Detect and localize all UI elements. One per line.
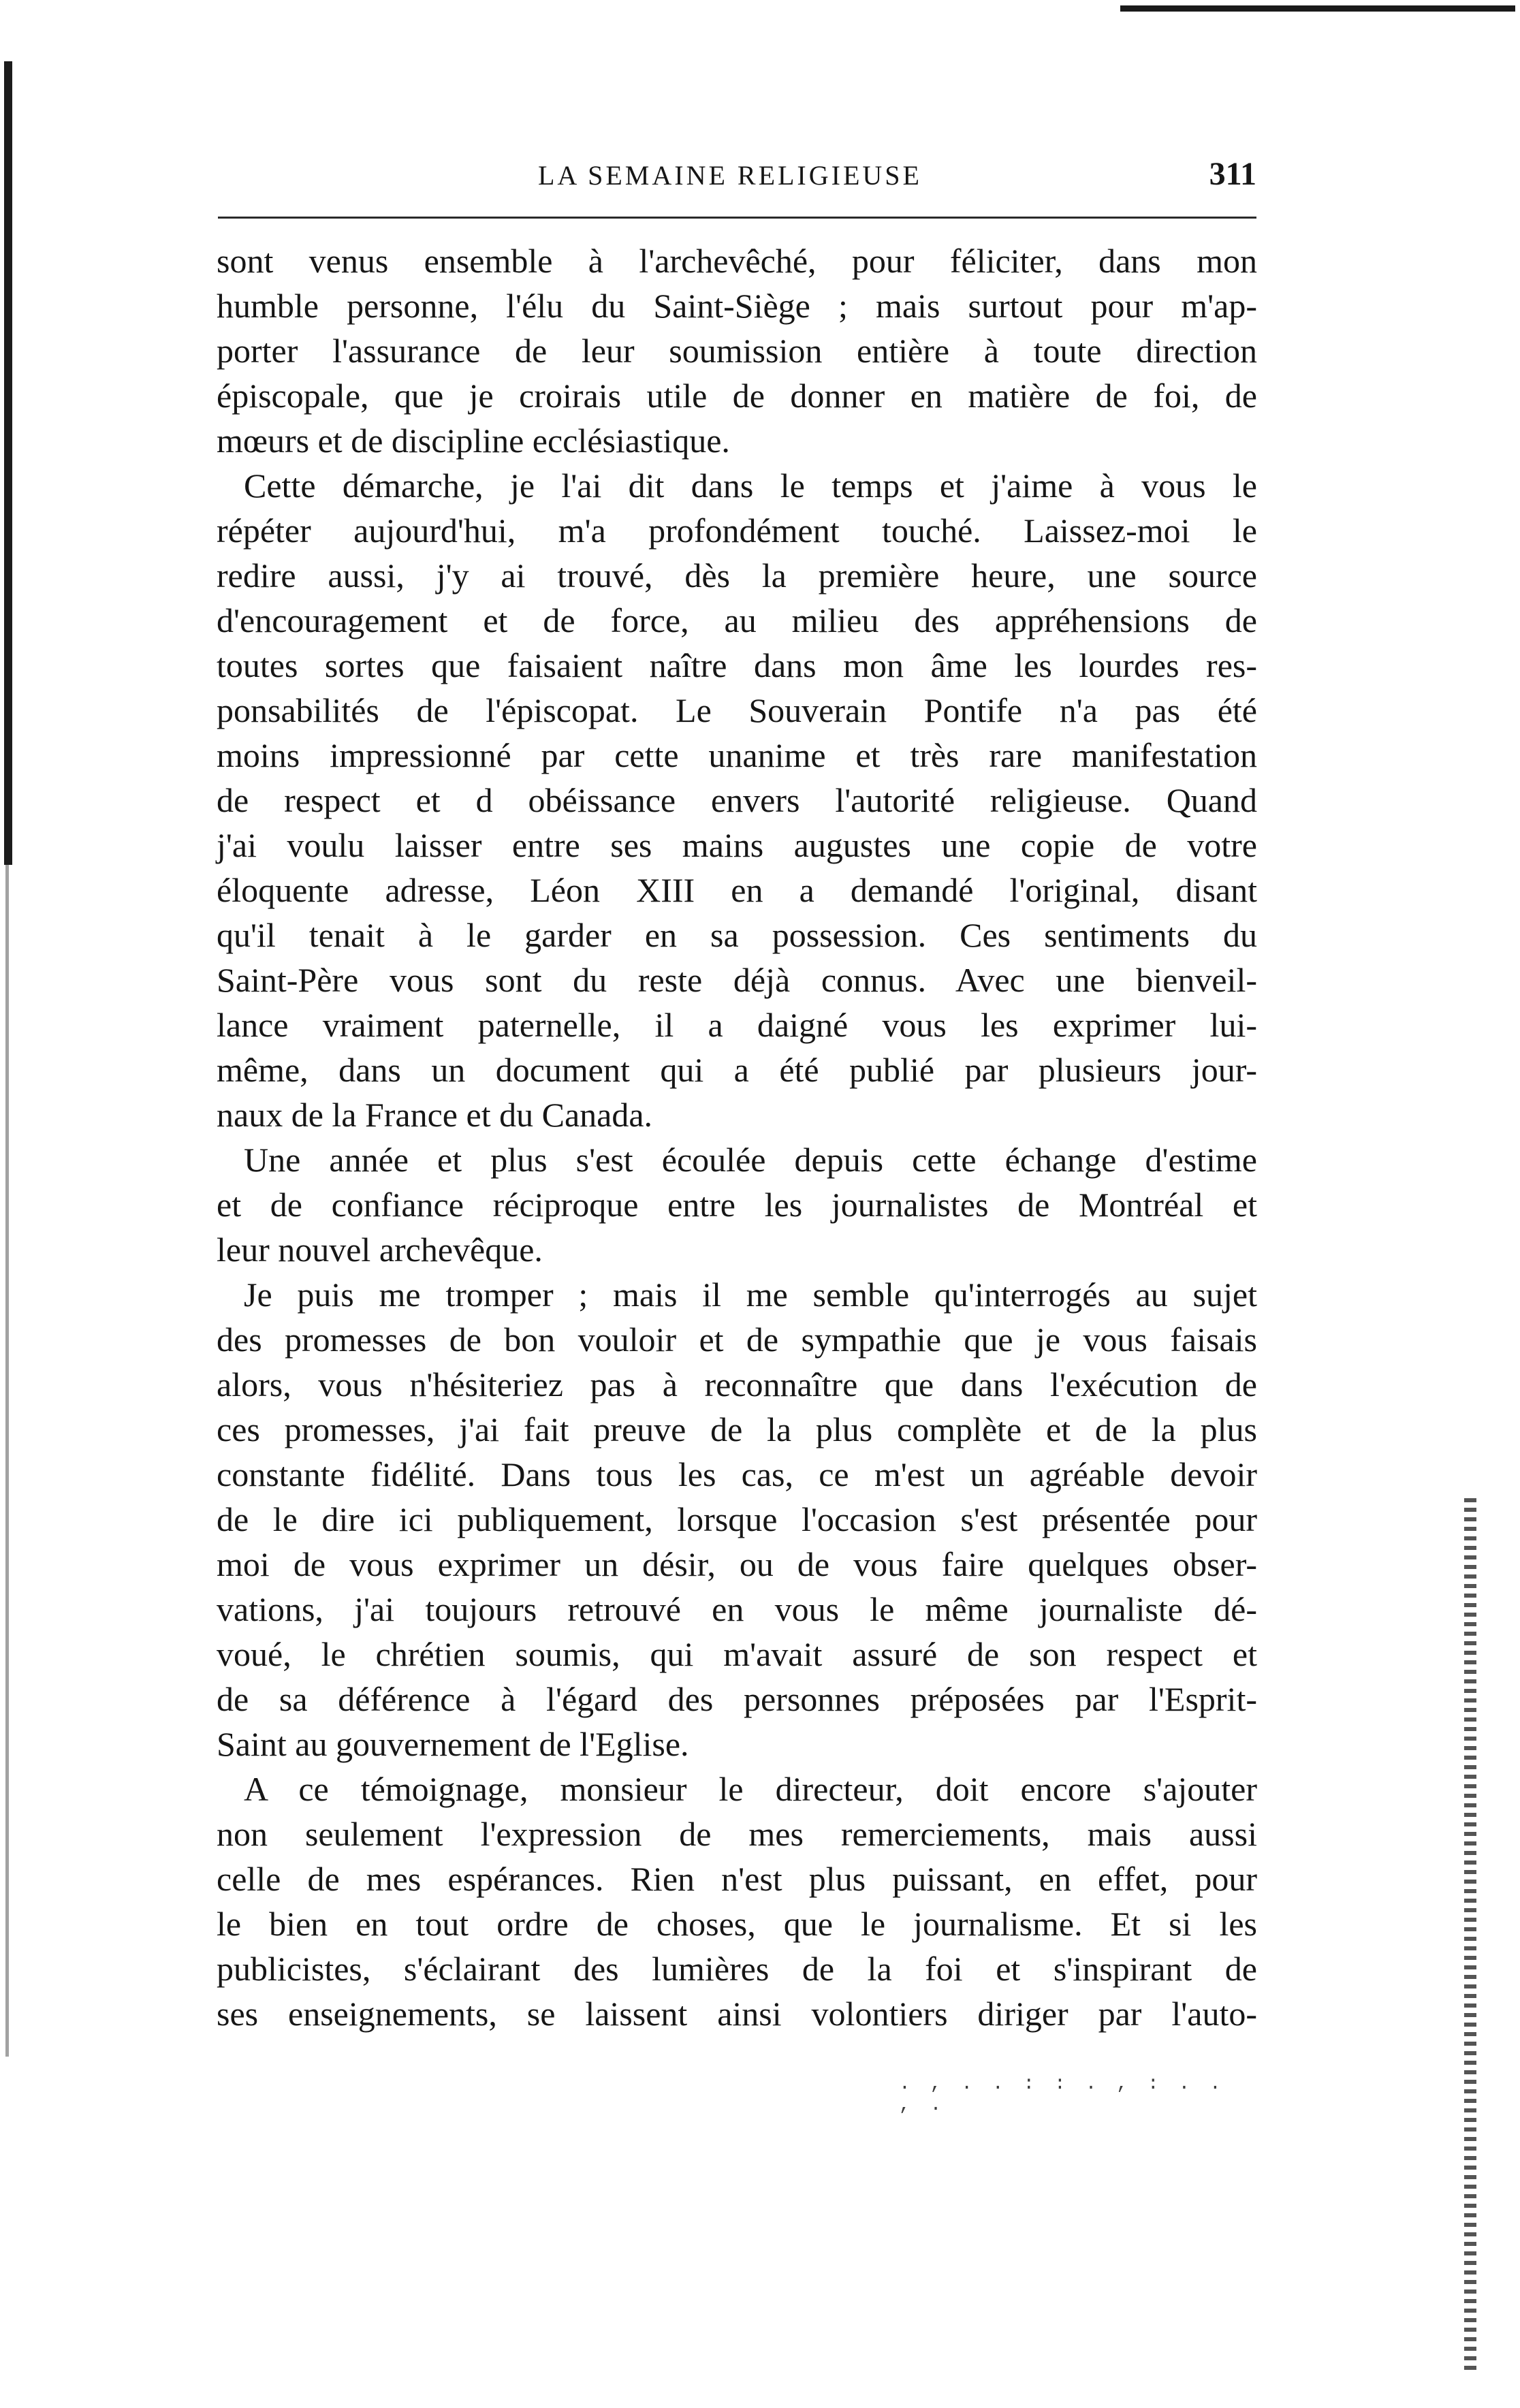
text-line: leur nouvel archevêque. xyxy=(217,1231,543,1269)
text-line: non seulement l'expression de mes remerciements, mais aussi xyxy=(217,1815,1257,1853)
text-line: et de confiance réciproque entre les journalistes de Montréal et xyxy=(217,1186,1257,1224)
text-line: moi de vous exprimer un désir, ou de vous faire quelques obser- xyxy=(217,1545,1257,1583)
text-line: celle de mes espérances. Rien n'est plus puissant, en effet, pour xyxy=(217,1860,1257,1898)
text-line: ponsabilités de l'épiscopat. Le Souverain Pontife n'a pas été xyxy=(217,691,1257,729)
text-line: naux de la France et du Canada. xyxy=(217,1096,653,1134)
paragraph-start: Cette démarche, je l'ai dit dans le temps et j'aime à vous le xyxy=(244,466,1257,505)
text-line: de respect et d obéissance envers l'autorité religieuse. Quand xyxy=(217,781,1257,819)
header-rule xyxy=(218,217,1256,219)
paragraph-start: Je puis me tromper ; mais il me semble qu'interrogés au sujet xyxy=(244,1276,1257,1314)
paragraph-start: Une année et plus s'est écoulée depuis cette échange d'estime xyxy=(244,1141,1257,1179)
text-line: mœurs et de discipline ecclésiastique. xyxy=(217,422,730,460)
text-line: constante fidélité. Dans tous les cas, ce m'est un agréable devoir xyxy=(217,1455,1257,1493)
text-line: voué, le chrétien soumis, qui m'avait assuré de son respect et xyxy=(217,1635,1257,1673)
text-line: toutes sortes que faisaient naître dans mon âme les lourdes res- xyxy=(217,646,1257,684)
text-line: de sa déférence à l'égard des personnes préposées par l'Esprit- xyxy=(217,1680,1257,1718)
text-line: épiscopale, que je croirais utile de donner en matière de foi, de xyxy=(217,377,1257,415)
text-line: lance vraiment paternelle, il a daigné vous les exprimer lui- xyxy=(217,1006,1257,1044)
text-line: d'encouragement et de force, au milieu des appréhensions de xyxy=(217,601,1257,639)
text-line: le bien en tout ordre de choses, que le journalisme. Et si les xyxy=(217,1905,1257,1943)
text-line: ses enseignements, se laissent ainsi volontiers diriger par l'auto- xyxy=(217,1995,1257,2033)
scan-right-edge-noise xyxy=(1464,1498,1476,2370)
scan-top-border xyxy=(1120,5,1515,12)
text-line: même, dans un document qui a été publié par plusieurs jour- xyxy=(217,1051,1257,1089)
text-line: j'ai voulu laisser entre ses mains augustes une copie de votre xyxy=(217,826,1257,864)
text-line: sont venus ensemble à l'archevêché, pour féliciter, dans mon xyxy=(217,242,1257,280)
page-header xyxy=(218,155,1256,210)
text-line: publicistes, s'éclairant des lumières de la foi et s'inspirant de xyxy=(217,1950,1257,1988)
text-line: alors, vous n'hésiteriez pas à reconnaître que dans l'exécution de xyxy=(217,1365,1257,1404)
scan-specks: . , . . : : . , : . . , . xyxy=(899,2074,1225,2116)
text-line: Saint-Père vous sont du reste déjà connus. Avec une bienveil- xyxy=(217,961,1257,999)
body-text xyxy=(217,238,1257,2063)
scan-left-border xyxy=(4,61,12,865)
scan-left-shadow xyxy=(5,865,9,2057)
text-line: répéter aujourd'hui, m'a profondément touché. Laissez-moi le xyxy=(217,511,1257,550)
text-line: redire aussi, j'y ai trouvé, dès la première heure, une source xyxy=(217,556,1257,595)
page-number: 311 xyxy=(1209,156,1256,192)
running-title: LA SEMAINE RELIGIEUSE xyxy=(538,160,922,191)
text-line: des promesses de bon vouloir et de sympathie que je vous faisais xyxy=(217,1320,1257,1359)
text-line: vations, j'ai toujours retrouvé en vous le même journaliste dé- xyxy=(217,1590,1257,1628)
text-line: Saint au gouvernement de l'Eglise. xyxy=(217,1725,689,1763)
text-line: porter l'assurance de leur soumission entière à toute direction xyxy=(217,332,1257,370)
text-line: éloquente adresse, Léon XIII en a demandé l'original, disant xyxy=(217,871,1257,909)
text-line: ces promesses, j'ai fait preuve de la plus complète et de la plus xyxy=(217,1410,1257,1448)
paragraph-start: A ce témoignage, monsieur le directeur, doit encore s'ajouter xyxy=(244,1770,1257,1808)
text-line: de le dire ici publiquement, lorsque l'occasion s'est présentée pour xyxy=(217,1500,1257,1538)
text-line: humble personne, l'élu du Saint-Siège ; mais surtout pour m'ap- xyxy=(217,287,1257,325)
text-line: qu'il tenait à le garder en sa possession. Ces sentiments du xyxy=(217,916,1257,954)
text-line: moins impressionné par cette unanime et très rare manifestation xyxy=(217,736,1257,774)
